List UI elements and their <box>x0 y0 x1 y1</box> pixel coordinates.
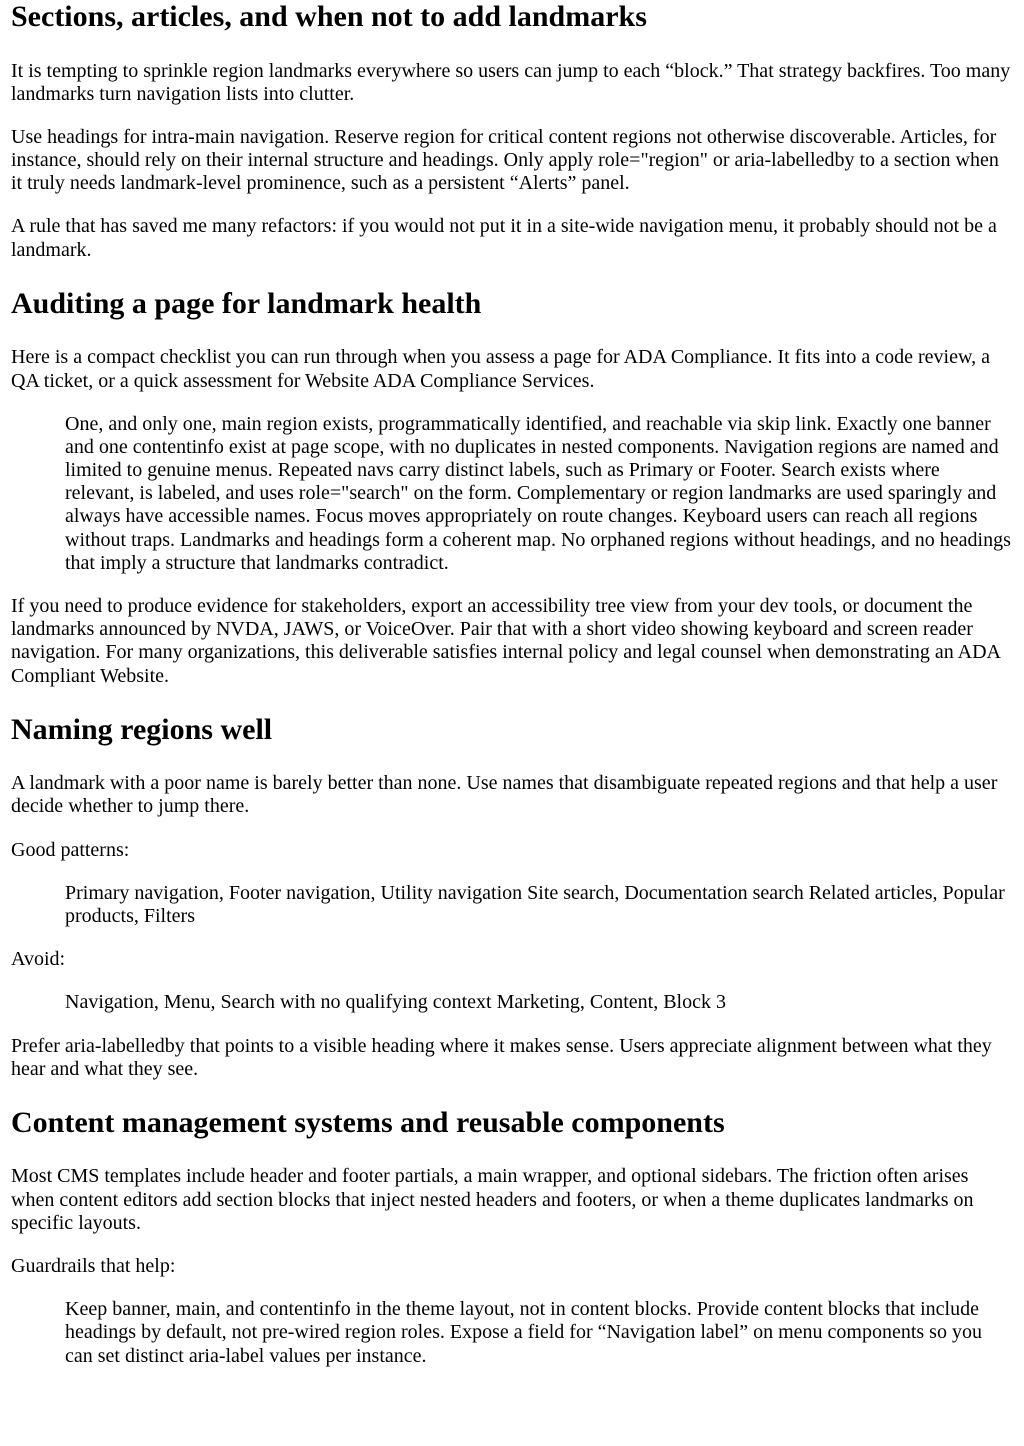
indent-block-audit-checklist: One, and only one, main region exists, programmatically identified, and reachable via skip link. Exactly one banner and one contentinfo exist at page scope, with no duplicates in nested components. Navigation regions are named and limited to genuine menus. Repeated navs carry distinct labels, such as Primary or Footer. Search exists where relevant, is labeled, and uses role="search" on the form. Complementary or region landmarks are used sparingly and always have accessible names. Focus moves appropriately on route changes. Keyboard users can reach all regions without traps. Landmarks and headings form a coherent map. No orphaned regions without headings, and no headings that imply a structure that landmarks contradict. <box>65 412 1011 574</box>
paragraph-guardrails-label: Guardrails that help: <box>11 1255 176 1277</box>
indent-block-guardrails: Keep banner, main, and contentinfo in the theme layout, not in content blocks. Provide content blocks that include headings by default, not pre-wired region roles. Expose a field for “Navigation label” on menu components so you can set distinct aria-label values per instance. <box>65 1298 982 1367</box>
paragraph-cms-templates: Most CMS templates include header and footer partials, a main wrapper, and optional sidebars. The friction often arises when content editors add section blocks that inject nested headers and footers, or when a theme duplicates landmarks on specific layouts. <box>11 1165 974 1234</box>
section-heading-cms-reusable-components: Content management systems and reusable components <box>11 1105 725 1139</box>
section-when-not-to-add-landmarks <box>11 0 1013 262</box>
paragraph-site-wide-rule: A rule that has saved me many refactors: if you would not put it in a site-wide navigation menu, it probably should not be a landmark. <box>11 215 997 261</box>
section-heading-naming-regions-well: Naming regions well <box>11 712 273 746</box>
paragraph-compact-checklist-intro: Here is a compact checklist you can run through when you assess a page for ADA Compliance. It fits into a code review, a QA ticket, or a quick assessment for Website ADA Compliance Services. <box>11 346 990 392</box>
section-cms-reusable-components <box>11 1106 1013 1368</box>
indent-block-good-patterns: Primary navigation, Footer navigation, Utility navigation Site search, Documentation search Related articles, Popular products, Filters <box>65 881 1005 927</box>
paragraph-evidence-for-stakeholders: If you need to produce evidence for stakeholders, export an accessibility tree view from your dev tools, or document the landmarks announced by NVDA, JAWS, or VoiceOver. Pair that with a short video showing keyboard and screen reader navigation. For many organizations, this deliverable satisfies internal policy and legal counsel when demonstrating an ADA Compliant Website. <box>11 595 1000 687</box>
section-heading-auditing-landmark-health: Auditing a page for landmark health <box>11 286 482 320</box>
paragraph-prefer-aria-labelledby: Prefer aria-labelledby that points to a visible heading where it makes sense. Users appreciate alignment between what they hear and what they see. <box>11 1034 992 1080</box>
paragraph-headings-for-intra-main: Use headings for intra-main navigation. Reserve region for critical content regions not otherwise discoverable. Articles, for instance, should rely on their internal structure and headings. Only apply role="region" or aria-labelledby to a section when it truly needs landmark-level prominence, such as a persistent “Alerts” panel. <box>11 125 999 195</box>
indent-block-avoid-patterns: Navigation, Menu, Search with no qualifying context Marketing, Content, Block 3 <box>65 991 726 1014</box>
section-heading-when-not-to-add-landmarks: Sections, articles, and when not to add landmarks <box>11 0 647 33</box>
paragraph-good-patterns-label: Good patterns: <box>11 838 130 861</box>
paragraph-poor-name: A landmark with a poor name is barely better than none. Use names that disambiguate repeated regions and that help a user decide whether to jump there. <box>11 772 998 818</box>
paragraph-sprinkle-landmarks: It is tempting to sprinkle region landmarks everywhere so users can jump to each “block.” That strategy backfires. Too many landmarks turn navigation lists into clutter. <box>11 59 1011 105</box>
paragraph-avoid-label: Avoid: <box>11 948 66 971</box>
section-naming-regions-well <box>11 713 1013 1081</box>
section-auditing-landmark-health <box>11 287 1013 688</box>
